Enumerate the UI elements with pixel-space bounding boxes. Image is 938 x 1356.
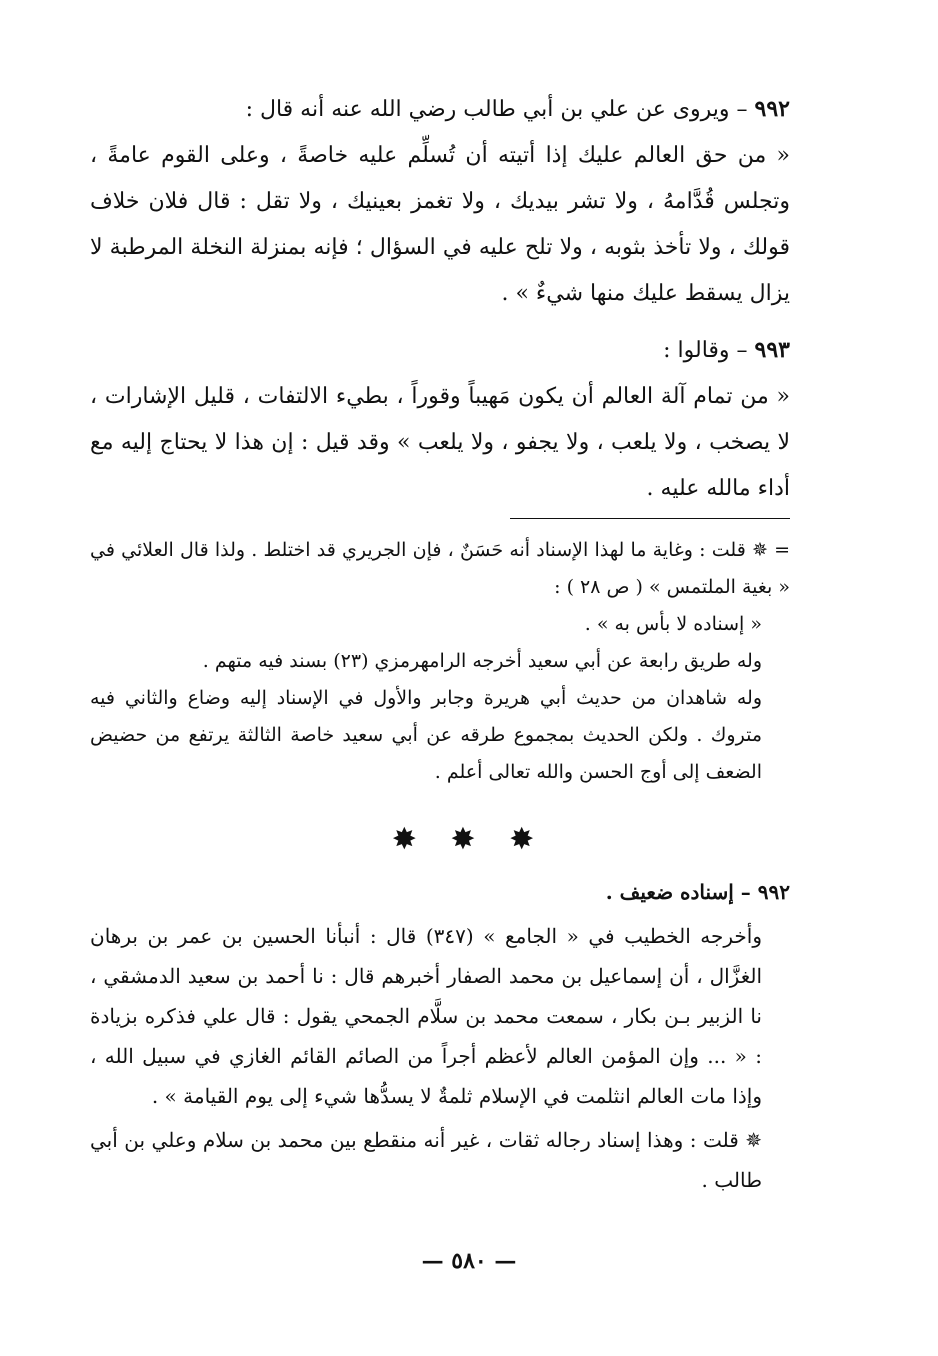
entry-intro: – وقالوا : <box>663 338 748 363</box>
footnotes <box>90 532 790 791</box>
commentary-paragraph: ✵ قلت : وهذا إسناد رجاله ثقات ، غير أنه منقطع بين محمد بن سلام وعلي بن أبي طالب . <box>90 1128 762 1192</box>
footnote-quote: « إسناده لا بأس به » . <box>584 613 762 635</box>
footnote-paragraph: = ✵ قلت : وغاية ما لهذا الإسناد أنه حَسَنٌ ، فإن الجريري قد اختلط . ولذا قال العلائي في « بغية الملتمس » ( ص ٢٨ ) : <box>90 539 790 598</box>
section-separator: ✸ ✸ ✸ <box>391 822 547 857</box>
footnote-divider <box>510 518 790 519</box>
entry-number: ٩٩٢ <box>754 96 790 122</box>
entry-993-heading <box>90 327 790 374</box>
commentary-paragraph: وأخرجه الخطيب في « الجامع » (٣٤٧) قال : أنبأنا الحسين بن عمر بن برهان الغزَّال ، أن إسماعيل بن محمد الصفار أخبرهم قال : نا أحمد بن سعيد الدمشقي ، نا الزبير بـن بكار ، سمعت محمد بن سلَّام الجمحي يقول : قال علي فذكره بزيادة : « ... وإن المؤمن العالم لأعظم أجراً من الصائم القائم الغازي في سبيل الله ، وإذا مات العالم انثلمت في الإسلام ثلمةٌ لا يسدُّها شيء إلى يوم القيامة » . <box>90 924 762 1108</box>
entry-993-text: « من تمام آلة العالم أن يكون مَهيباً وقوراً ، بطيء الالتفات ، قليل الإشارات ، لا يصخب ، ولا يلعب ، ولا يجفو ، ولا يلعب » وقد قيل : إن هذا لا يحتاج إليه مع أداء مالله عليه . <box>90 384 790 501</box>
footnote-paragraph: وله شاهدان من حديث أبي هريرة وجابر والأول في الإسناد إليه وضاع والثاني فيه متروك . ولكن الحديث بمجموع طرقه عن أبي سعيد خاصة الثالثة يرتفع من حضيض الضعف إلى أوج الحسن والله تعالى أعلم . <box>90 687 762 783</box>
entry-992-text: « من حق العالم عليك إذا أتيته أن تُسلِّم عليه خاصةً ، وعلى القوم عامةً ، وتجلس قُدَّامهُ ، ولا تشر بيديك ، ولا تغمز بعينيك ، ولا تقل : قال فلان خلاف قولك ، ولا تأخذ بثوبه ، ولا تلح عليه في السؤال ؛ فإنه بمنزلة النخلة المرطبة لا يزال يسقط عليك منها شيءٌ » . <box>90 143 790 306</box>
entry-992-heading <box>90 86 790 133</box>
footnote-paragraph: وله طريق رابعة عن أبي سعيد أخرجه الرامهرمزي (٢٣) بسند فيه متهم . <box>202 650 762 672</box>
commentary <box>90 872 790 1200</box>
page-number: — ٥٨٠ — <box>421 1248 517 1274</box>
entry-number: ٩٩٣ <box>754 337 790 363</box>
entry-intro: – ويروى عن علي بن أبي طالب رضي الله عنه أنه قال : <box>245 97 748 122</box>
commentary-heading: ٩٩٢ – إسناده ضعيف . <box>605 880 790 904</box>
main-text <box>90 86 790 512</box>
